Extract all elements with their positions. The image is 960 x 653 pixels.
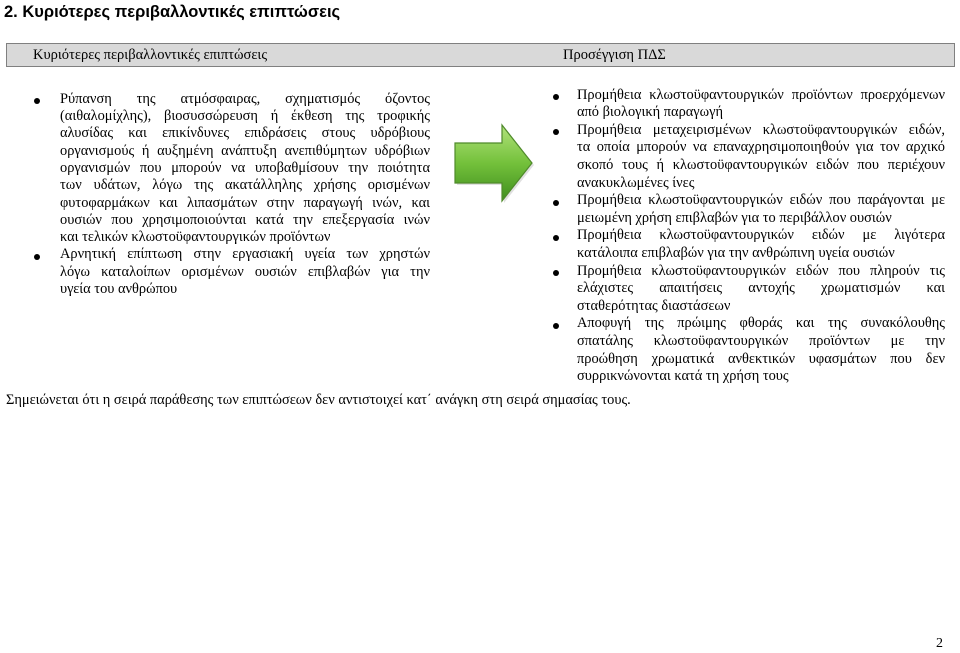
- text-line: τα οποία μπορούν να επαναχρησιμοποιηθούν για τον αρχικό: [577, 139, 945, 156]
- bullet-icon: [553, 94, 559, 100]
- approach-list-item: [577, 87, 945, 122]
- text-line: Αποφυγή της πρώιμης φθοράς και της συνακόλουθης: [577, 315, 945, 332]
- text-line: υγεία του ανθρώπου: [60, 281, 178, 298]
- impact-list-item: [60, 91, 430, 247]
- approach-list: [577, 87, 945, 386]
- footnote: Σημειώνεται ότι η σειρά παράθεσης των επιπτώσεων δεν αντιστοιχεί κατ΄ ανάγκη στη σειρά σημασίας τους.: [6, 392, 631, 409]
- bullet-icon: [34, 254, 40, 260]
- text-line: μειωμένη χρήση επιβλαβών για το περιβάλλον ουσιών: [577, 209, 892, 226]
- bullet-icon: [553, 200, 559, 206]
- text-line: σπατάλης κλωστοϋφαντουργικών προϊόντων με την: [577, 332, 945, 349]
- text-line: κατάλοιπα επιβλαβών για την ανθρώπινη υγεία ουσιών: [577, 244, 895, 261]
- text-line: (αιθαλομίχλης), βιοσυσσώρευση ή έκθεση της τροφικής: [60, 108, 430, 125]
- text-line: Προμήθεια κλωστοϋφαντουργικών ειδών που πληρούν τις: [577, 262, 945, 279]
- text-line: φυτοφαρμάκων και λιπασμάτων στην παραγωγή ινών, και: [60, 194, 430, 211]
- text-line: οργανισμούς ή αυξημένη ανάπτυξη ανεπιθύμητων υδρόβιων: [60, 142, 430, 159]
- impact-list-item: [60, 246, 430, 298]
- approach-list-item: [577, 192, 945, 227]
- text-line: σταθερότητας διαστάσεων: [577, 297, 731, 314]
- header-impacts: Κυριότερες περιβαλλοντικές επιπτώσεις: [33, 47, 268, 63]
- text-line: Προμήθεια κλωστοϋφαντουργικών προϊόντων προερχόμενων: [577, 86, 945, 103]
- right-arrow-icon: [452, 122, 536, 204]
- text-line: από βιολογική παραγωγή: [577, 104, 724, 121]
- approach-list-item: [577, 263, 945, 316]
- text-line: προώθηση χρωματικά ανθεκτικών υφασμάτων που δεν: [577, 350, 945, 367]
- text-line: Ρύπανση της ατμόσφαιρας, σχηματισμός όζοντος: [60, 90, 430, 107]
- text-line: ουσιών που χρησιμοποιούνται κατά την επεξεργασία ινών: [60, 211, 430, 228]
- bullet-icon: [553, 270, 559, 276]
- text-line: Προμήθεια κλωστοϋφαντουργικών ειδών που παράγονται με: [577, 192, 945, 209]
- text-line: συρρικνώνονται κατά τη χρήση τους: [577, 368, 789, 385]
- text-line: αλυσίδας και επικίνδυνες επιδράσεις στους υδρόβιους: [60, 125, 430, 142]
- approach-list-item: [577, 315, 945, 385]
- bullet-icon: [553, 323, 559, 329]
- text-line: των υδάτων, λόγω της ακατάλληλης χρήσης ορισμένων: [60, 177, 430, 194]
- impacts-list: [60, 91, 430, 299]
- bullet-icon: [34, 98, 40, 104]
- text-line: ελάχιστες απαιτήσεις αντοχής χρωματισμών και: [577, 280, 945, 297]
- text-line: Αρνητική επίπτωση στην εργασιακή υγεία των χρηστών: [60, 246, 430, 263]
- text-line: Προμήθεια κλωστοϋφαντουργικών ειδών με λιγότερα: [577, 227, 945, 244]
- text-line: Προμήθεια μεταχειρισμένων κλωστοϋφαντουργικών ειδών,: [577, 121, 945, 138]
- page-number: 2: [936, 636, 943, 651]
- text-line: σκοπό τους ή κλωστοϋφαντουργικών ειδών που περιέχουν: [577, 157, 945, 174]
- bullet-icon: [553, 235, 559, 241]
- text-line: οργανισμών που μπορούν να υποβαθμίσουν την ποιότητα: [60, 159, 430, 176]
- section-title: 2. Κυριότερες περιβαλλοντικές επιπτώσεις: [4, 3, 341, 21]
- text-line: ανακυκλωμένες ίνες: [577, 174, 695, 191]
- header-approach: Προσέγγιση ΠΔΣ: [563, 47, 666, 63]
- text-line: και τελικών κλωστοϋφαντουργικών προϊόντων: [60, 229, 331, 246]
- bullet-icon: [553, 129, 559, 135]
- text-line: λόγω καταλοίπων ορισμένων ουσιών επιβλαβών για την: [60, 263, 430, 280]
- approach-list-item: [577, 122, 945, 192]
- approach-list-item: [577, 227, 945, 262]
